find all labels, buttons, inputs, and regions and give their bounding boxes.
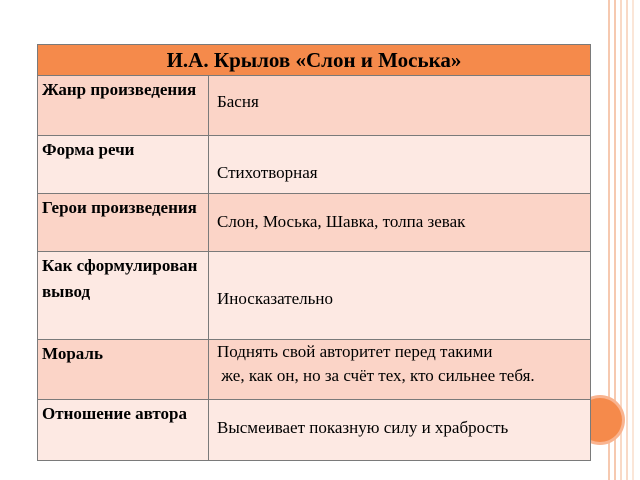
- table-row-author-attitude: [38, 400, 590, 460]
- row-value: Стихотворная: [217, 163, 318, 182]
- row-label: Форма речи: [38, 136, 209, 193]
- row-label: Герои произведения: [38, 194, 209, 251]
- table-row-moral: [38, 340, 590, 400]
- row-value: Слон, Моська, Шавка, толпа зевак: [217, 212, 466, 231]
- decorative-stripe: [632, 0, 634, 480]
- decorative-stripe: [620, 0, 622, 480]
- decorative-stripe: [626, 0, 628, 480]
- row-label: Мораль: [38, 340, 209, 399]
- row-label: Как сформулирован вывод: [38, 252, 209, 339]
- row-value-moral: [209, 340, 590, 399]
- row-label: Жанр произведения: [38, 76, 209, 135]
- row-label: Отношение автора: [38, 400, 209, 460]
- table-row-genre: [38, 76, 590, 136]
- row-value: Иносказательно: [217, 289, 334, 308]
- table-row-characters: [38, 194, 590, 252]
- table-title: И.А. Крылов «Слон и Моська»: [38, 45, 590, 76]
- fable-table: [37, 44, 591, 461]
- moral-line-2: же, как он, но за счёт тех, кто сильнее тебя.: [217, 366, 535, 385]
- moral-line-1: Поднять свой авторитет перед такими: [217, 342, 493, 361]
- row-value: Басня: [217, 92, 259, 111]
- row-value: Высмеивает показную силу и храбрость: [217, 418, 509, 437]
- table-row-speech-form: [38, 136, 590, 194]
- table-row-conclusion: [38, 252, 590, 340]
